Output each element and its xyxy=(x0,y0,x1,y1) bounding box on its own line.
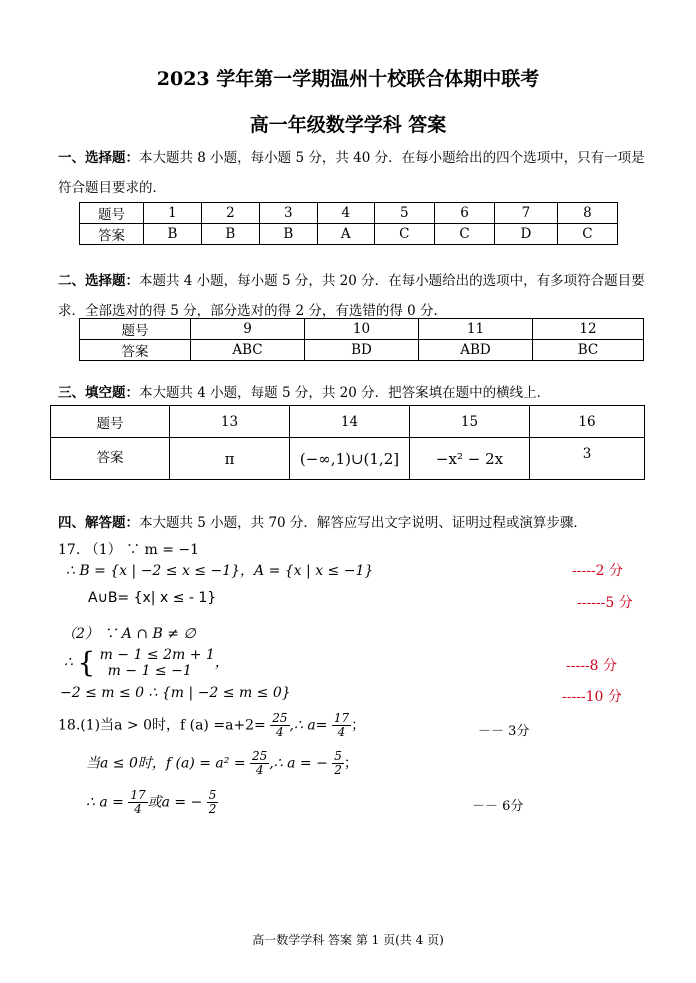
q17-score-10: -----10 分 xyxy=(562,689,622,705)
table-row xyxy=(51,406,645,438)
section2-table xyxy=(79,318,644,361)
section1-table xyxy=(79,202,618,245)
question-number: 10 xyxy=(305,319,419,340)
answer-cell: C xyxy=(434,224,494,245)
page-footer: 高一数学学科 答案 第 1 页(共 4 页) xyxy=(252,933,444,947)
fraction-denominator: 4 xyxy=(276,725,284,739)
q18-line2 xyxy=(86,750,358,777)
table-row xyxy=(51,438,645,480)
answer-cell: A xyxy=(317,224,374,245)
q17-line6: −2 ≤ m ≤ 0 ∴ {m | −2 ≤ m ≤ 0} xyxy=(60,685,291,701)
question-number: 8 xyxy=(557,203,617,224)
answer-cell: B xyxy=(259,224,317,245)
question-number: 3 xyxy=(259,203,317,224)
section2-text: 本题共 4 小题，每小题 5 分，共 20 分．在每小题给出的选项中，有多项符合题目要求．全部选对的得 5 分，部分选对的得 2 分，有选错的得 0 分． xyxy=(58,273,645,319)
question-number: 9 xyxy=(191,319,305,340)
row-label: 题号 xyxy=(80,203,144,224)
q17-line2: ∴ B = {x | −2 ≤ x ≤ −1}，A = {x | x ≤ −1} xyxy=(66,563,374,579)
question-number: 12 xyxy=(533,319,644,340)
q17-line4: （2） ∵ A ∩ B ≠ ∅ xyxy=(62,626,196,642)
q17-line1: 17. （1） ∵ m = −1 xyxy=(58,542,200,558)
answer-cell: C xyxy=(374,224,434,245)
left-brace-icon: { xyxy=(77,646,96,679)
fraction xyxy=(332,750,344,777)
answer-cell: B xyxy=(201,224,259,245)
section1-lead: 一、选择题： xyxy=(58,150,139,166)
section4-text: 本大题共 5 小题，共 70 分．解答应写出文字说明、证明过程或演算步骤． xyxy=(139,515,587,531)
fraction-numerator: 25 xyxy=(272,711,288,725)
fraction-numerator: 17 xyxy=(333,711,350,725)
q18-text: ∴ a = xyxy=(86,794,124,811)
q18-text: ； xyxy=(351,717,366,734)
section3-text: 本大题共 4 小题，每题 5 分，共 20 分．把答案填在题中的横线上． xyxy=(139,385,551,401)
q17-score-8: -----8 分 xyxy=(566,658,618,674)
fraction-denominator: 2 xyxy=(334,763,342,777)
table-row xyxy=(80,224,618,245)
answer-cell: (−∞,1)∪(1,2] xyxy=(290,438,410,480)
fraction xyxy=(128,789,147,816)
question-number: 1 xyxy=(144,203,202,224)
q18-text: 当a ≤ 0时，f (a) = a² = xyxy=(86,755,246,772)
section2-intro xyxy=(58,266,648,326)
question-number: 11 xyxy=(419,319,533,340)
q18-score-6: －－ 6分 xyxy=(472,799,524,814)
answer-cell: 3 xyxy=(530,438,645,480)
question-number: 6 xyxy=(434,203,494,224)
question-number: 7 xyxy=(495,203,558,224)
answer-cell: −x² − 2x xyxy=(410,438,530,480)
question-number: 16 xyxy=(530,406,645,438)
fraction xyxy=(270,712,289,739)
q17-score-2: -----2 分 xyxy=(572,563,624,579)
system-line: m − 1 ≤ 2m + 1 xyxy=(99,646,215,663)
row-label: 答案 xyxy=(80,340,191,361)
question-number: 14 xyxy=(290,406,410,438)
answer-cell: π xyxy=(170,438,290,480)
answer-cell: BC xyxy=(533,340,644,361)
q18-text: ,∴ a = − xyxy=(269,755,328,772)
q17-score-5: ------5 分 xyxy=(577,595,633,611)
section1-text: 本大题共 8 小题，每小题 5 分，共 40 分．在每小题给出的四个选项中，只有一项是符合题目要求的． xyxy=(58,150,645,196)
q18-text: 或a = − xyxy=(147,794,203,811)
table-row xyxy=(80,340,644,361)
q18-text: ； xyxy=(343,755,358,772)
fraction-denominator: 4 xyxy=(134,802,142,816)
page-title: 2023 学年第一学期温州十校联合体期中联考 xyxy=(156,68,540,90)
question-number: 5 xyxy=(374,203,434,224)
section2-lead: 二、选择题： xyxy=(58,273,139,289)
fraction xyxy=(332,712,351,739)
question-number: 4 xyxy=(317,203,374,224)
row-label: 题号 xyxy=(80,319,191,340)
answer-cell: C xyxy=(557,224,617,245)
fraction xyxy=(207,789,219,816)
table-row xyxy=(80,319,644,340)
q18-text: ,∴ a= xyxy=(289,717,328,734)
fraction-numerator: 5 xyxy=(208,788,217,802)
section3-lead: 三、填空题： xyxy=(58,385,139,401)
fraction-numerator: 5 xyxy=(334,749,342,763)
answer-cell: B xyxy=(144,224,202,245)
row-label: 答案 xyxy=(80,224,144,245)
section1-intro xyxy=(58,143,648,203)
fraction-denominator: 4 xyxy=(255,763,264,777)
answer-cell: D xyxy=(495,224,558,245)
answer-cell: ABC xyxy=(191,340,305,361)
section4-lead: 四、解答题： xyxy=(58,515,139,531)
fraction-denominator: 2 xyxy=(208,802,217,816)
q17-line3: A∪B= {x| x ≤ - 1} xyxy=(88,590,217,606)
therefore-symbol: ∴ xyxy=(64,654,73,671)
section3-table xyxy=(50,405,645,480)
question-number: 2 xyxy=(201,203,259,224)
row-label: 答案 xyxy=(51,438,170,480)
q18-score-3: －－ 3分 xyxy=(478,724,530,739)
section4-intro xyxy=(58,508,648,538)
q17-system xyxy=(64,646,229,679)
section3-intro xyxy=(58,378,648,408)
q18-line1 xyxy=(58,712,365,739)
q18-line3 xyxy=(86,789,218,816)
fraction-numerator: 17 xyxy=(130,788,146,802)
answer-cell: BD xyxy=(305,340,419,361)
fraction-denominator: 4 xyxy=(337,725,346,739)
question-number: 15 xyxy=(410,406,530,438)
inequality-system xyxy=(100,647,215,679)
question-number: 13 xyxy=(170,406,290,438)
fraction xyxy=(250,750,269,777)
system-comma: ， xyxy=(214,654,229,671)
q18-text: 18.(1)当a > 0时，f (a) =a+2= xyxy=(58,717,266,734)
answer-cell: ABD xyxy=(419,340,533,361)
page-subtitle: 高一年级数学学科 答案 xyxy=(249,114,447,136)
system-line: m − 1 ≤ −1 xyxy=(107,662,192,679)
row-label: 题号 xyxy=(51,406,170,438)
fraction-numerator: 25 xyxy=(252,749,268,763)
table-row xyxy=(80,203,618,224)
